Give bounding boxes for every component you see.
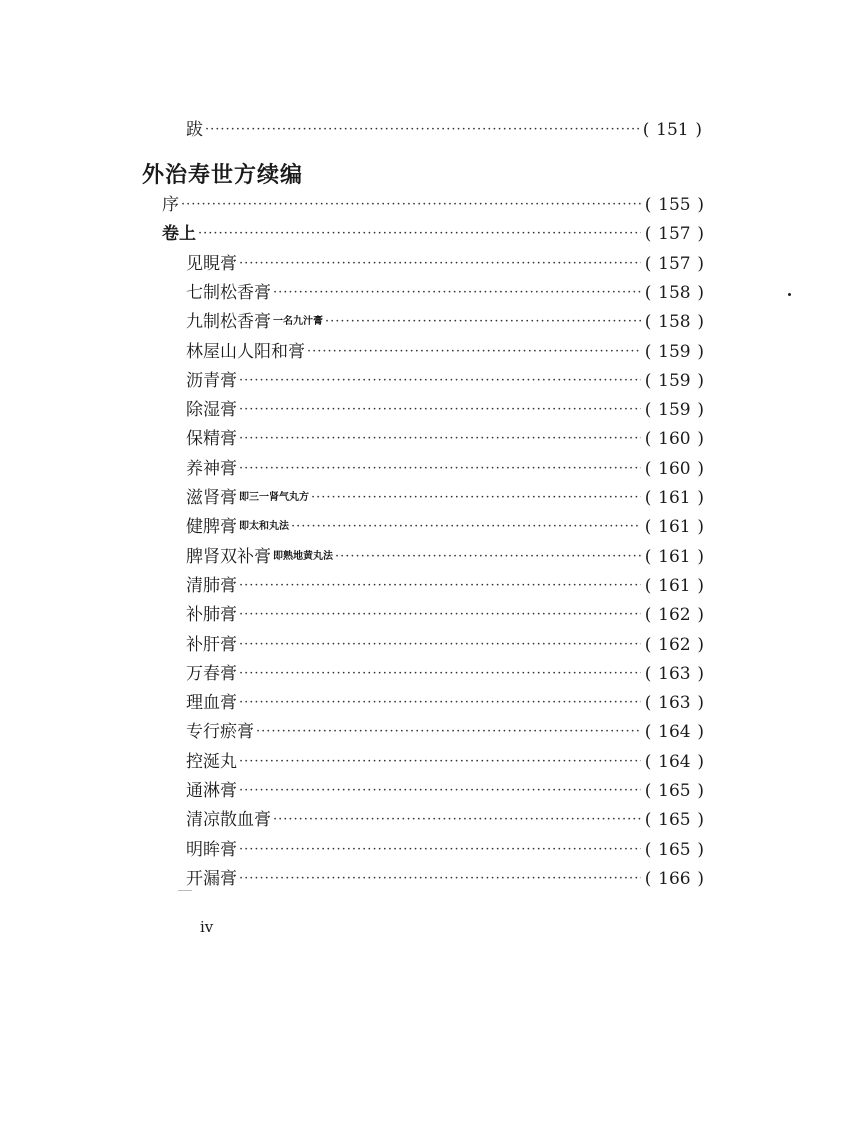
toc-entry xyxy=(186,251,704,277)
toc-page-ref: ( 163 ) xyxy=(645,661,704,687)
toc-page-ref: ( 159 ) xyxy=(645,368,704,394)
leader-dots xyxy=(239,690,641,716)
toc-entry-title: 九制松香膏 xyxy=(186,312,271,332)
toc-page-number: 160 xyxy=(658,429,691,449)
leader-dots xyxy=(335,544,641,570)
toc-entry xyxy=(186,397,704,423)
toc-entry xyxy=(186,339,704,365)
toc-entry-title: 除湿膏 xyxy=(186,400,237,420)
toc-page-number: 163 xyxy=(658,664,691,684)
toc-entry-title: 保精膏 xyxy=(186,429,237,449)
toc-page-number: 162 xyxy=(658,605,691,625)
toc-page-number: 159 xyxy=(658,371,691,391)
leader-dots xyxy=(307,339,641,365)
toc-entry xyxy=(162,192,704,218)
toc-entry-title: 理血膏 xyxy=(186,693,237,713)
leader-dots xyxy=(239,426,641,452)
toc-entry-title: 跋 xyxy=(186,120,203,140)
toc-page-ref: ( 165 ) xyxy=(645,807,704,833)
toc-page-number: 157 xyxy=(658,254,691,274)
toc-entry xyxy=(186,749,704,775)
toc-entry xyxy=(186,602,704,628)
leader-dots xyxy=(273,807,641,833)
toc-page-ref: ( 161 ) xyxy=(645,514,704,540)
toc-page-ref: ( 165 ) xyxy=(645,778,704,804)
toc-entry-title: 补肝膏 xyxy=(186,635,237,655)
toc-page-ref: ( 157 ) xyxy=(645,221,704,247)
toc-entry-title: 开漏膏 xyxy=(186,869,237,889)
toc-entry xyxy=(186,573,704,599)
toc-page-number: 161 xyxy=(658,517,691,537)
toc-entry xyxy=(186,632,704,658)
leader-dots xyxy=(311,485,641,511)
toc-page-number: 155 xyxy=(658,195,691,215)
toc-entry-title: 清肺膏 xyxy=(186,576,237,596)
toc-page-number: 165 xyxy=(658,781,691,801)
leader-dots xyxy=(239,661,641,687)
toc-page-ref: ( 164 ) xyxy=(645,719,704,745)
toc-page-ref: ( 161 ) xyxy=(645,544,704,570)
toc-page-number: 161 xyxy=(658,547,691,567)
toc-entry xyxy=(186,719,704,745)
toc-entry xyxy=(186,309,704,335)
toc-entry-title: 滋肾膏 xyxy=(186,488,237,508)
leader-dots xyxy=(181,192,641,218)
toc-entry-title: 健脾膏 xyxy=(186,517,237,537)
toc-page-ref: ( 162 ) xyxy=(645,602,704,628)
toc-page-ref: ( 159 ) xyxy=(645,397,704,423)
leader-dots xyxy=(239,456,641,482)
toc-entry-title: 明眸膏 xyxy=(186,840,237,860)
leader-dots xyxy=(239,632,641,658)
toc-entry-title: 七制松香膏 xyxy=(186,283,271,303)
toc-entry xyxy=(186,456,704,482)
leader-dots xyxy=(239,368,641,394)
toc-page-number: 162 xyxy=(658,635,691,655)
toc-page-number: 151 xyxy=(656,120,689,140)
toc-page-number: 165 xyxy=(658,810,691,830)
toc-entry-title: 序 xyxy=(162,195,179,215)
leader-dots xyxy=(239,778,641,804)
toc-page-number: 166 xyxy=(658,869,691,889)
toc-entry-note: 即太和丸法 xyxy=(239,521,289,532)
toc-entry-title: 控涎丸 xyxy=(186,752,237,772)
toc-page-number: 158 xyxy=(658,283,691,303)
leader-dots xyxy=(198,221,641,247)
leader-dots xyxy=(239,251,641,277)
toc-entry-title: 见睍膏 xyxy=(186,254,237,274)
toc-page-number: 159 xyxy=(658,400,691,420)
toc-entry xyxy=(186,485,704,511)
toc-page-ref: ( 165 ) xyxy=(645,837,704,863)
toc-page-number: 158 xyxy=(658,312,691,332)
scan-mark xyxy=(178,890,192,891)
leader-dots xyxy=(256,719,641,745)
toc-page-ref: ( 166 ) xyxy=(645,866,704,892)
toc-entry xyxy=(186,661,704,687)
toc-entry-title: 沥青膏 xyxy=(186,371,237,391)
leader-dots xyxy=(239,397,641,423)
toc-page-number: 165 xyxy=(658,840,691,860)
toc-entry xyxy=(162,221,704,247)
toc-entry-title: 专行瘀膏 xyxy=(186,722,254,742)
leader-dots xyxy=(291,514,641,540)
toc-entry xyxy=(186,866,704,892)
leader-dots xyxy=(239,837,641,863)
toc-entry-title: 林屋山人阳和膏 xyxy=(186,342,305,362)
leader-dots xyxy=(239,866,641,892)
toc-entry xyxy=(186,514,704,540)
toc-page-number: 164 xyxy=(658,752,691,772)
toc-entry xyxy=(186,690,704,716)
toc-entry xyxy=(186,368,704,394)
toc-page-number: 163 xyxy=(658,693,691,713)
toc-entry xyxy=(186,778,704,804)
toc-entry-note: 一名九汁膏 xyxy=(273,316,323,327)
toc-entry xyxy=(186,544,704,570)
toc-page-ref: ( 161 ) xyxy=(645,573,704,599)
toc-page-ref: ( 162 ) xyxy=(645,632,704,658)
toc-entry-note: 即三一肾气丸方 xyxy=(239,492,309,503)
toc-page-ref: ( 161 ) xyxy=(645,485,704,511)
toc-entry xyxy=(186,837,704,863)
toc-page-ref: ( 158 ) xyxy=(645,309,704,335)
toc-page-ref: ( 160 ) xyxy=(645,426,704,452)
leader-dots xyxy=(205,117,639,143)
toc-entry xyxy=(186,807,704,833)
section-heading: 外治寿世方续编 xyxy=(142,163,304,188)
toc-page-ref: ( 158 ) xyxy=(645,280,704,306)
leader-dots xyxy=(239,749,641,775)
toc-page-number: 160 xyxy=(658,459,691,479)
leader-dots xyxy=(273,280,641,306)
toc-entry-note: 即熟地黄丸法 xyxy=(273,551,333,562)
leader-dots xyxy=(325,309,641,335)
toc-entry-title: 卷上 xyxy=(162,224,196,244)
toc-page-number: 161 xyxy=(658,576,691,596)
toc-entry-title: 养神膏 xyxy=(186,459,237,479)
leader-dots xyxy=(239,573,641,599)
toc-page-ref: ( 159 ) xyxy=(645,339,704,365)
scan-speck xyxy=(788,293,791,296)
toc-page-ref: ( 157 ) xyxy=(645,251,704,277)
toc-page-number: 161 xyxy=(658,488,691,508)
toc-page-ref: ( 160 ) xyxy=(645,456,704,482)
toc-entry-title: 万春膏 xyxy=(186,664,237,684)
toc-entry-title: 通淋膏 xyxy=(186,781,237,801)
toc-entry-title: 脾肾双补膏 xyxy=(186,547,271,567)
toc-entry xyxy=(186,426,704,452)
toc-entry-title: 清凉散血膏 xyxy=(186,810,271,830)
toc-entry-title: 补肺膏 xyxy=(186,605,237,625)
toc-page-number: 157 xyxy=(658,224,691,244)
leader-dots xyxy=(239,602,641,628)
toc-page-number: 164 xyxy=(658,722,691,742)
toc-page-number: 159 xyxy=(658,342,691,362)
toc-page-ref: ( 155 ) xyxy=(645,192,704,218)
page-folio: iv xyxy=(200,918,214,936)
toc-entry xyxy=(186,280,704,306)
toc-page-ref: ( 164 ) xyxy=(645,749,704,775)
toc-page-ref: ( 163 ) xyxy=(645,690,704,716)
toc-page-ref: ( 151 ) xyxy=(643,117,702,143)
toc-entry-postscript xyxy=(186,117,702,143)
